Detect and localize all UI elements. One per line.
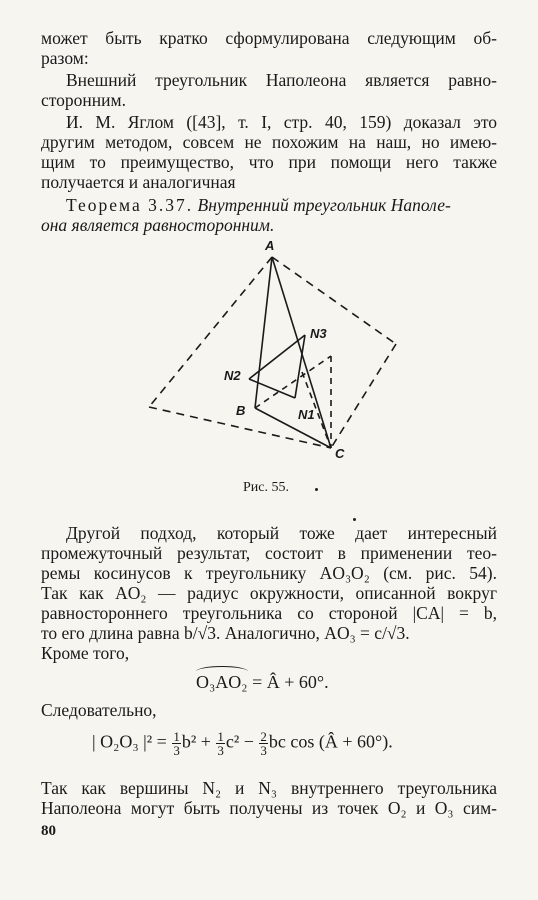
angle-arc: O₃AO₂ [196, 672, 248, 692]
text-line: щим то преимущество, что при помощи него также [41, 152, 497, 172]
label-n1: N1 [298, 407, 315, 422]
label-n3: N3 [310, 326, 327, 341]
theorem-label: Теорема 3.37. [66, 195, 194, 215]
side-bc [255, 408, 331, 448]
page-number: 80 [41, 823, 56, 839]
fraction: $\frac{1}{3}$ [173, 729, 180, 758]
figure-caption: Рис. 55. [243, 480, 289, 495]
text-line: Так как AO₂ — радиус окружности, описанной вокруг [41, 583, 497, 603]
side-n3n1 [295, 335, 305, 398]
text-line: промежуточный результат, состоит в применении тео- [41, 543, 497, 563]
text-line: то его длина равна b/√3. Аналогично, AO₃ = c/√3. [41, 623, 410, 643]
text-line: получается и аналогичная [41, 172, 236, 192]
text-line: равностороннего треугольника со стороной |CA| = b, [41, 603, 497, 623]
text-line: может быть кратко сформулирована следующим об- [41, 28, 497, 48]
term: c² − [225, 731, 259, 752]
theorem-text: она является равносторонним. [41, 215, 275, 235]
theorem-text: Внутренний треугольник Наполе- [197, 195, 451, 215]
text-line: разом: [41, 48, 89, 68]
text-line: Кроме того, [41, 643, 130, 663]
dashed-edge [272, 257, 396, 344]
side-n2n3 [249, 335, 305, 379]
print-speck [315, 488, 318, 491]
label-c: C [335, 446, 345, 461]
term: b² + [181, 731, 216, 752]
dashed-edge [149, 257, 272, 407]
formula-angle [196, 672, 329, 693]
dashed-edge [255, 356, 331, 408]
label-a: A [265, 238, 275, 253]
fraction: $\frac{1}{3}$ [217, 729, 224, 758]
formula-cosine [92, 730, 393, 757]
text-line: другим методом, совсем не похожим на наш, но имею- [41, 132, 497, 152]
formula-lhs: | O₂O₃ |² = [92, 731, 172, 752]
label-n2: N2 [224, 368, 241, 383]
text-line: Так как вершины N₂ и N₃ внутреннего треугольника [41, 778, 497, 798]
print-speck [353, 518, 356, 521]
text-line: Наполеона могут быть получены из точек O₂ и O₃ сим- [41, 798, 497, 818]
term: bc cos (Â + 60°). [268, 731, 393, 752]
text-line: Другой подход, который тоже дает интересный [66, 523, 497, 543]
text-line: Следовательно, [41, 700, 157, 720]
dashed-edge [331, 344, 396, 448]
fraction: $\frac{2}{3}$ [260, 729, 267, 758]
text-line: И. М. Яглом ([43], т. I, стр. 40, 159) доказал это [66, 112, 497, 132]
text-line: ремы косинусов к треугольнику AO₃O₂ (см. рис. 54). [41, 563, 497, 583]
formula-rest: = Â + 60°. [247, 672, 329, 692]
label-b: B [236, 403, 246, 418]
text-line: Внешний треугольник Наполеона является равно- [66, 70, 497, 90]
text-line: сторонним. [41, 90, 126, 110]
